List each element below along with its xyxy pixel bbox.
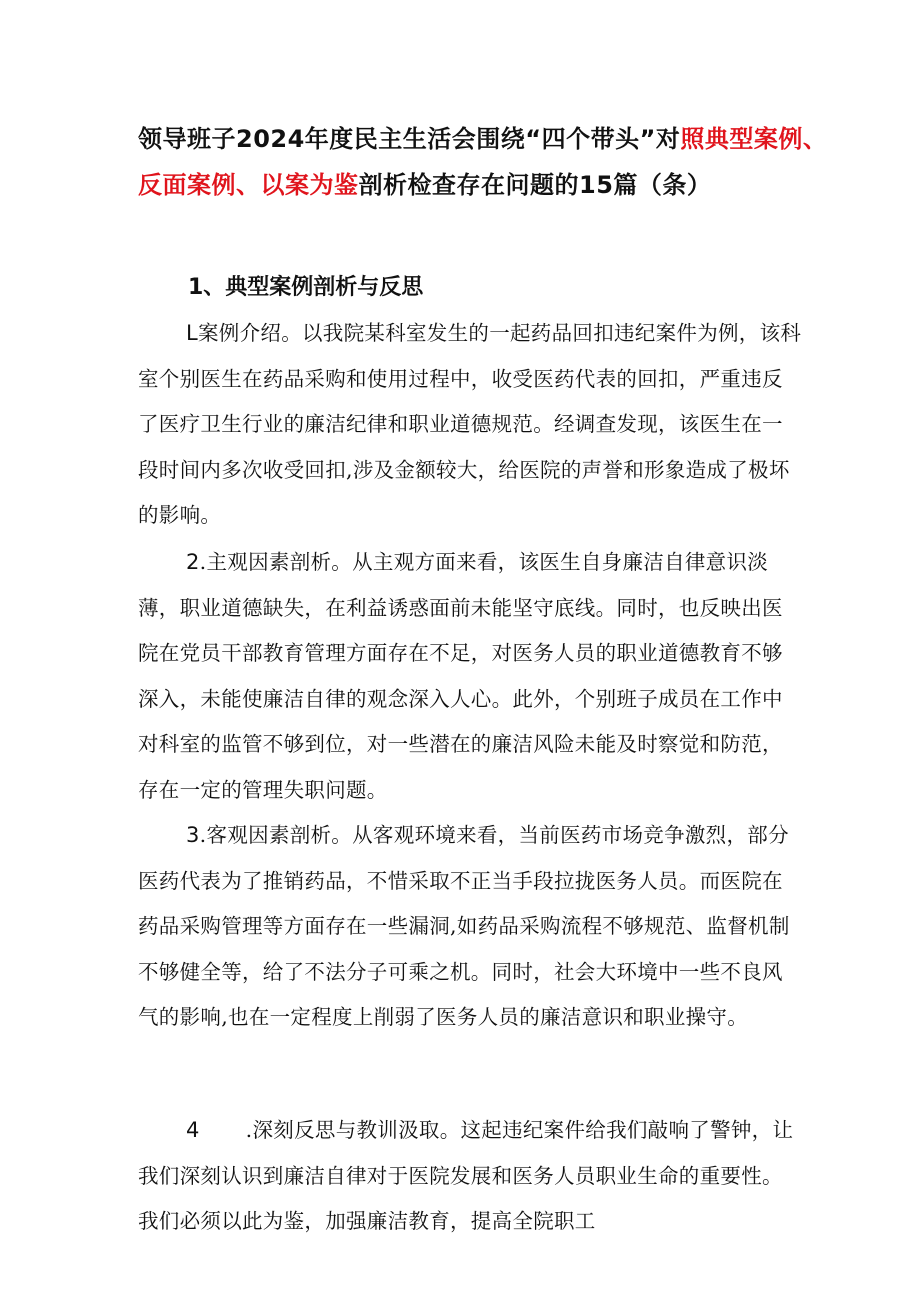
paragraph-reflection [138,1108,803,1245]
paragraph-case-introduction [138,311,803,539]
paragraph-subjective-analysis [138,540,803,813]
paragraph-number: 4 [186,1118,200,1142]
title-part-1: 领导班子2024年度民主生活会围绕“四个带头”对 [138,125,681,153]
title-part-3: 剖析检查存在问题的15篇（条） [358,171,712,199]
paragraph-text: .深刻反思与教训汲取。这起违纪案件给我们敲响了警钟，让我们深刻认识到廉洁自律对于医院发展和医务人员职业生命的重要性。我们必须以此为鉴，加强廉洁教育，提高全院职工 [138,1118,794,1233]
title-highlight: 照典型案例、反面案例、以案为鉴 [138,125,828,199]
paragraph-text: .主观因素剖析。从主观方面来看，该医生自身廉洁自律意识淡薄，职业道德缺失，在利益诱惑面前未能坚守底线。同时，也反映出医院在党员干部教育管理方面存在不足，对医务人员的职业道德教育不够深入，未能使廉洁自律的观念深入人心。此外，个别班子成员在工作中对科室的监管不够到位，对一些潜在的廉洁风险未能及时察觉和防范，存在一定的管理失职问题。 [138,550,783,802]
paragraph-text: .客观因素剖析。从客观环境来看，当前医药市场竞争激烈，部分医药代表为了推销药品，不惜采取不正当手段拉拢医务人员。而医院在药品采购管理等方面存在一些漏洞,如药品采购流程不够规范、监督机制不够健全等，给了不法分子可乘之机。同时，社会大环境中一些不良风气的影响,也在一定程度上削弱了医务人员的廉洁意识和职业操守。 [138,823,790,1029]
paragraph-text: 案例介绍。以我院某科室发生的一起药品回扣违纪案件为例，该科室个别医生在药品采购和使用过程中，收受医药代表的回扣，严重违反了医疗卫生行业的廉洁纪律和职业道德规范。经调查发现，该医生在一段时间内多次收受回扣,涉及金额较大，给医院的声誉和形象造成了极坏的影响。 [138,321,802,527]
paragraph-number: 2 [186,550,200,574]
paragraph-number: 3 [186,823,200,847]
paragraph-objective-analysis [138,813,803,1041]
paragraph-number: L [186,321,198,345]
section-heading: 1、典型案例剖析与反思 [188,275,424,300]
document-title [138,116,838,208]
